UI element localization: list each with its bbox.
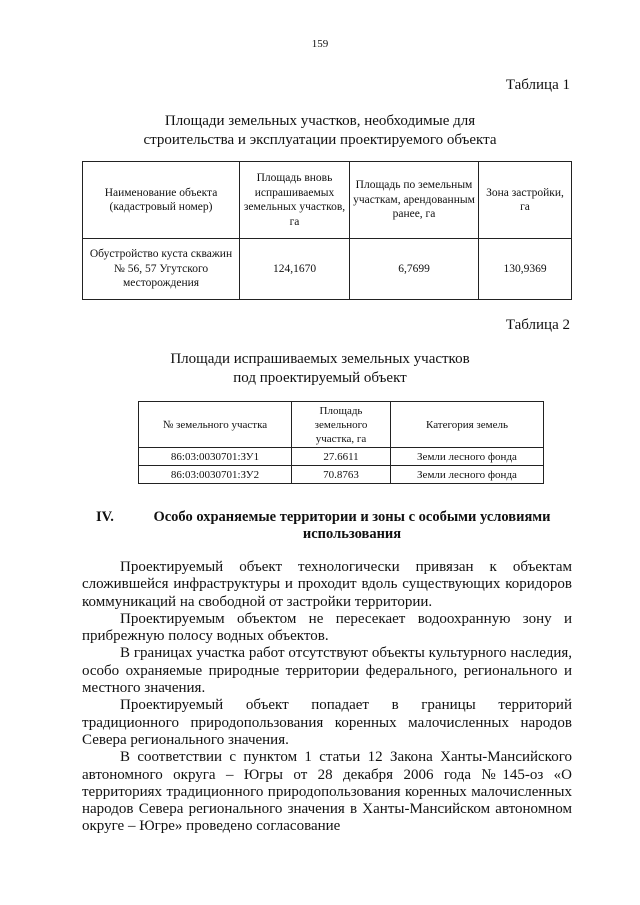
table1-header-cell: Наименование объекта (кадастровый номер) <box>83 162 240 239</box>
page-number: 159 <box>311 38 329 50</box>
table-row <box>139 448 544 466</box>
table2-title <box>0 350 640 388</box>
table2 <box>138 401 544 484</box>
table2-cell: 70.8763 <box>292 466 391 484</box>
table2-title-line2: под проектируемый объект <box>233 370 407 386</box>
table2-cell: 86:03:0030701:ЗУ1 <box>139 448 292 466</box>
table1-cell: Обустройство куста скважин № 56, 57 Угутского месторождения <box>83 239 240 300</box>
table2-cell: 27.6611 <box>292 448 391 466</box>
table2-header-cell: Категория земель <box>391 402 544 448</box>
paragraph: Проектируемым объектом не пересекает водоохранную зону и прибрежную полосу водных объектов. <box>82 610 572 645</box>
table-row <box>139 466 544 484</box>
table2-label: Таблица 2 <box>505 317 570 333</box>
table2-cell: Земли лесного фонда <box>391 448 544 466</box>
paragraph: Проектируемый объект технологически привязан к объектам сложившейся инфраструктуры и проходит вдоль существующих коридоров коммуникаций на свободной от застройки территории. <box>82 559 572 610</box>
table1 <box>82 161 572 300</box>
table2-header-row <box>139 402 544 448</box>
table1-header-row <box>83 162 572 239</box>
table1-label: Таблица 1 <box>505 77 570 93</box>
table1-header-cell: Зона застройки, га <box>479 162 572 239</box>
section-number: IV. <box>96 509 114 525</box>
table2-header-cell: № земельного участка <box>139 402 292 448</box>
paragraph: В границах участка работ отсутствуют объекты культурного наследия, особо охраняемые природные территории федерального, регионального и местного значения. <box>82 645 572 697</box>
table2-header-cell: Площадь земельного участка, га <box>292 402 391 448</box>
table1-header-cell: Площадь по земельным участкам, арендованным ранее, га <box>350 162 479 239</box>
table1-header-cell: Площадь вновь испрашиваемых земельных участков, га <box>240 162 350 239</box>
table1-cell: 124,1670 <box>240 239 350 300</box>
table1-cell: 6,7699 <box>350 239 479 300</box>
table1-title-line1: Площади земельных участков, необходимые для <box>164 113 476 129</box>
section-title: Особо охраняемые территории и зоны с особыми условиями использования <box>153 509 551 542</box>
table1-title-line2: строительства и эксплуатации проектируемого объекта <box>143 132 497 148</box>
body-text <box>82 559 572 836</box>
paragraph: В соответствии с пунктом 1 статьи 12 Закона Ханты-Мансийского автономного округа – Югры от 28 декабря 2006 года №145-оз «О территориях традиционного природопользования коренных малочисленных народов Севера регионального значения в Ханты-Мансийском автономном округе – Югре» проведено согласование <box>82 749 572 835</box>
paragraph: Проектируемый объект попадает в границы территорий традиционного природопользования коренных малочисленных народов Севера регионального значения. <box>82 697 572 748</box>
table1-cell: 130,9369 <box>479 239 572 300</box>
table2-cell: 86:03:0030701:ЗУ2 <box>139 466 292 484</box>
table1-title <box>0 112 640 150</box>
table-row <box>83 239 572 300</box>
table2-cell: Земли лесного фонда <box>391 466 544 484</box>
table2-title-line1: Площади испрашиваемых земельных участков <box>170 351 470 367</box>
